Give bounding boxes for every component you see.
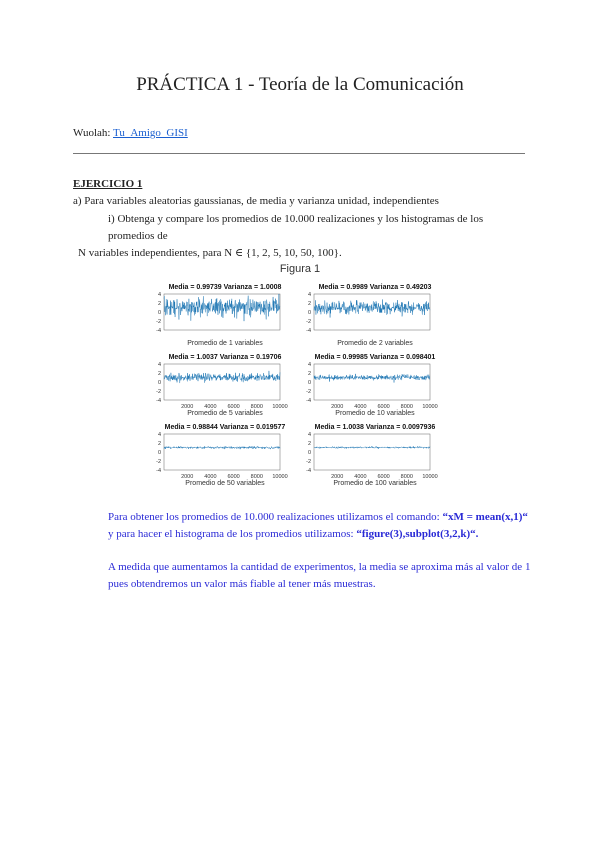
y-tick-label: -4 (156, 468, 161, 474)
axes-frame (314, 434, 430, 470)
x-tick-label: 6000 (377, 474, 390, 480)
series-line (314, 374, 430, 383)
x-tick-label: 2000 (331, 404, 344, 410)
x-tick-label: 4000 (204, 474, 217, 480)
x-tick-label: 8000 (400, 474, 413, 480)
note-conclusion-line1: A medida que aumentamos la cantidad de experimentos, la media se aproxima más al valor de 1 (108, 561, 531, 573)
y-tick-label: 0 (157, 380, 161, 386)
author-line (73, 127, 188, 139)
y-tick-label: 2 (157, 441, 161, 447)
figure-title: Figura 1 (279, 263, 321, 275)
note-conclusion (108, 559, 538, 593)
exercise-part-i (78, 211, 528, 262)
subplot-title: Media = 0.98844 Varianza = 0.019577 (164, 424, 286, 431)
subplot (300, 424, 450, 490)
exercise-heading: EJERCICIO 1 (73, 178, 143, 190)
exercise-part-a: a) Para variables aleatorias gaussianas, de media y varianza unidad, independientes (73, 195, 439, 207)
subplot-title: Media = 1.0037 Varianza = 0.19706 (168, 354, 282, 361)
y-tick-label: -2 (156, 389, 161, 395)
subplot-axes (150, 432, 290, 480)
note-text-2: y para hacer el histograma de los promedios utilizamos: (108, 528, 357, 540)
subplot-title: Media = 0.99985 Varianza = 0.098401 (314, 354, 436, 361)
note-code-2: “figure(3),subplot(3,2,k)“. (356, 528, 479, 540)
subplot-xlabel: Promedio de 5 variables (187, 410, 263, 417)
axes-frame (314, 364, 430, 400)
divider (73, 153, 525, 154)
y-tick-label: -4 (156, 328, 161, 334)
y-tick-label: -4 (156, 398, 161, 404)
x-tick-label: 8000 (250, 474, 263, 480)
note-text-1: Para obtener los promedios de 10.000 realizaciones utilizamos el comando: (108, 511, 443, 523)
x-tick-label: 4000 (204, 404, 217, 410)
subplot-xlabel: Promedio de 10 variables (335, 410, 415, 417)
y-tick-label: -4 (306, 468, 311, 474)
axes-frame (164, 364, 280, 400)
note-conclusion-line2: pues obtendremos un valor más fiable al tener más muestras. (108, 578, 376, 590)
exercise-part-i-line2: N variables independientes, para N ∈ {1, 2, 5, 10, 50, 100}. (78, 247, 342, 259)
series-line (314, 299, 430, 317)
subplot-xlabel: Promedio de 2 variables (337, 340, 413, 347)
note-code-1: “xM = mean(x,1)“ (442, 511, 528, 523)
y-tick-label: -2 (156, 319, 161, 325)
y-tick-label: 0 (307, 310, 311, 316)
y-tick-label: 4 (307, 292, 311, 298)
subplot-axes (300, 362, 440, 410)
subplot (150, 424, 300, 490)
y-tick-label: 2 (157, 371, 161, 377)
subplot-xlabel: Promedio de 100 variables (333, 480, 417, 487)
axes-frame (164, 434, 280, 470)
x-tick-label: 6000 (227, 404, 240, 410)
subplot (300, 354, 450, 420)
subplot-xlabel: Promedio de 1 variables (187, 340, 263, 347)
y-tick-label: 4 (157, 432, 161, 438)
y-tick-label: 4 (307, 432, 311, 438)
subplot-title: Media = 0.99739 Varianza = 1.0008 (168, 284, 282, 291)
y-tick-label: 4 (307, 362, 311, 368)
y-tick-label: -4 (306, 398, 311, 404)
subplot (300, 284, 450, 350)
series-line (164, 371, 280, 383)
subplot-axes (150, 362, 290, 410)
page-title: PRÁCTICA 1 - Teoría de la Comunicación (136, 74, 464, 95)
author-label: Wuolah: (73, 127, 111, 139)
subplot-xlabel: Promedio de 50 variables (185, 480, 265, 487)
subplot-title: Media = 0.9989 Varianza = 0.49203 (318, 284, 432, 291)
x-tick-label: 2000 (181, 404, 194, 410)
y-tick-label: 2 (307, 371, 311, 377)
x-tick-label: 8000 (400, 404, 413, 410)
x-tick-label: 10000 (422, 474, 438, 480)
x-tick-label: 4000 (354, 404, 367, 410)
x-tick-label: 4000 (354, 474, 367, 480)
subplot-title: Media = 1.0038 Varianza = 0.0097936 (314, 424, 436, 431)
exercise-part-i-line1: i) Obtenga y compare los promedios de 10.000 realizaciones y los histogramas de los promedios de (108, 213, 484, 242)
subplot (150, 284, 300, 350)
y-tick-label: 4 (157, 362, 161, 368)
x-tick-label: 6000 (377, 404, 390, 410)
x-tick-label: 6000 (227, 474, 240, 480)
y-tick-label: -2 (306, 389, 311, 395)
y-tick-label: -2 (306, 459, 311, 465)
series-line (314, 446, 430, 448)
x-tick-label: 8000 (250, 404, 263, 410)
y-tick-label: -4 (306, 328, 311, 334)
x-tick-label: 10000 (272, 474, 288, 480)
subplot (150, 354, 300, 420)
subplot-axes (300, 292, 440, 340)
author-link[interactable]: Tu_Amigo_GISI (113, 127, 188, 139)
y-tick-label: 0 (307, 380, 311, 386)
y-tick-label: 4 (157, 292, 161, 298)
series-line (164, 294, 280, 321)
note-commands (108, 509, 528, 543)
x-tick-label: 10000 (272, 404, 288, 410)
x-tick-label: 10000 (422, 404, 438, 410)
y-tick-label: -2 (306, 319, 311, 325)
y-tick-label: 2 (157, 301, 161, 307)
x-tick-label: 2000 (331, 474, 344, 480)
y-tick-label: 0 (157, 310, 161, 316)
y-tick-label: 0 (157, 450, 161, 456)
y-tick-label: 2 (307, 441, 311, 447)
y-tick-label: 2 (307, 301, 311, 307)
subplot-axes (300, 432, 440, 480)
y-tick-label: 0 (307, 450, 311, 456)
x-tick-label: 2000 (181, 474, 194, 480)
series-line (164, 446, 280, 449)
subplot-axes (150, 292, 290, 340)
y-tick-label: -2 (156, 459, 161, 465)
